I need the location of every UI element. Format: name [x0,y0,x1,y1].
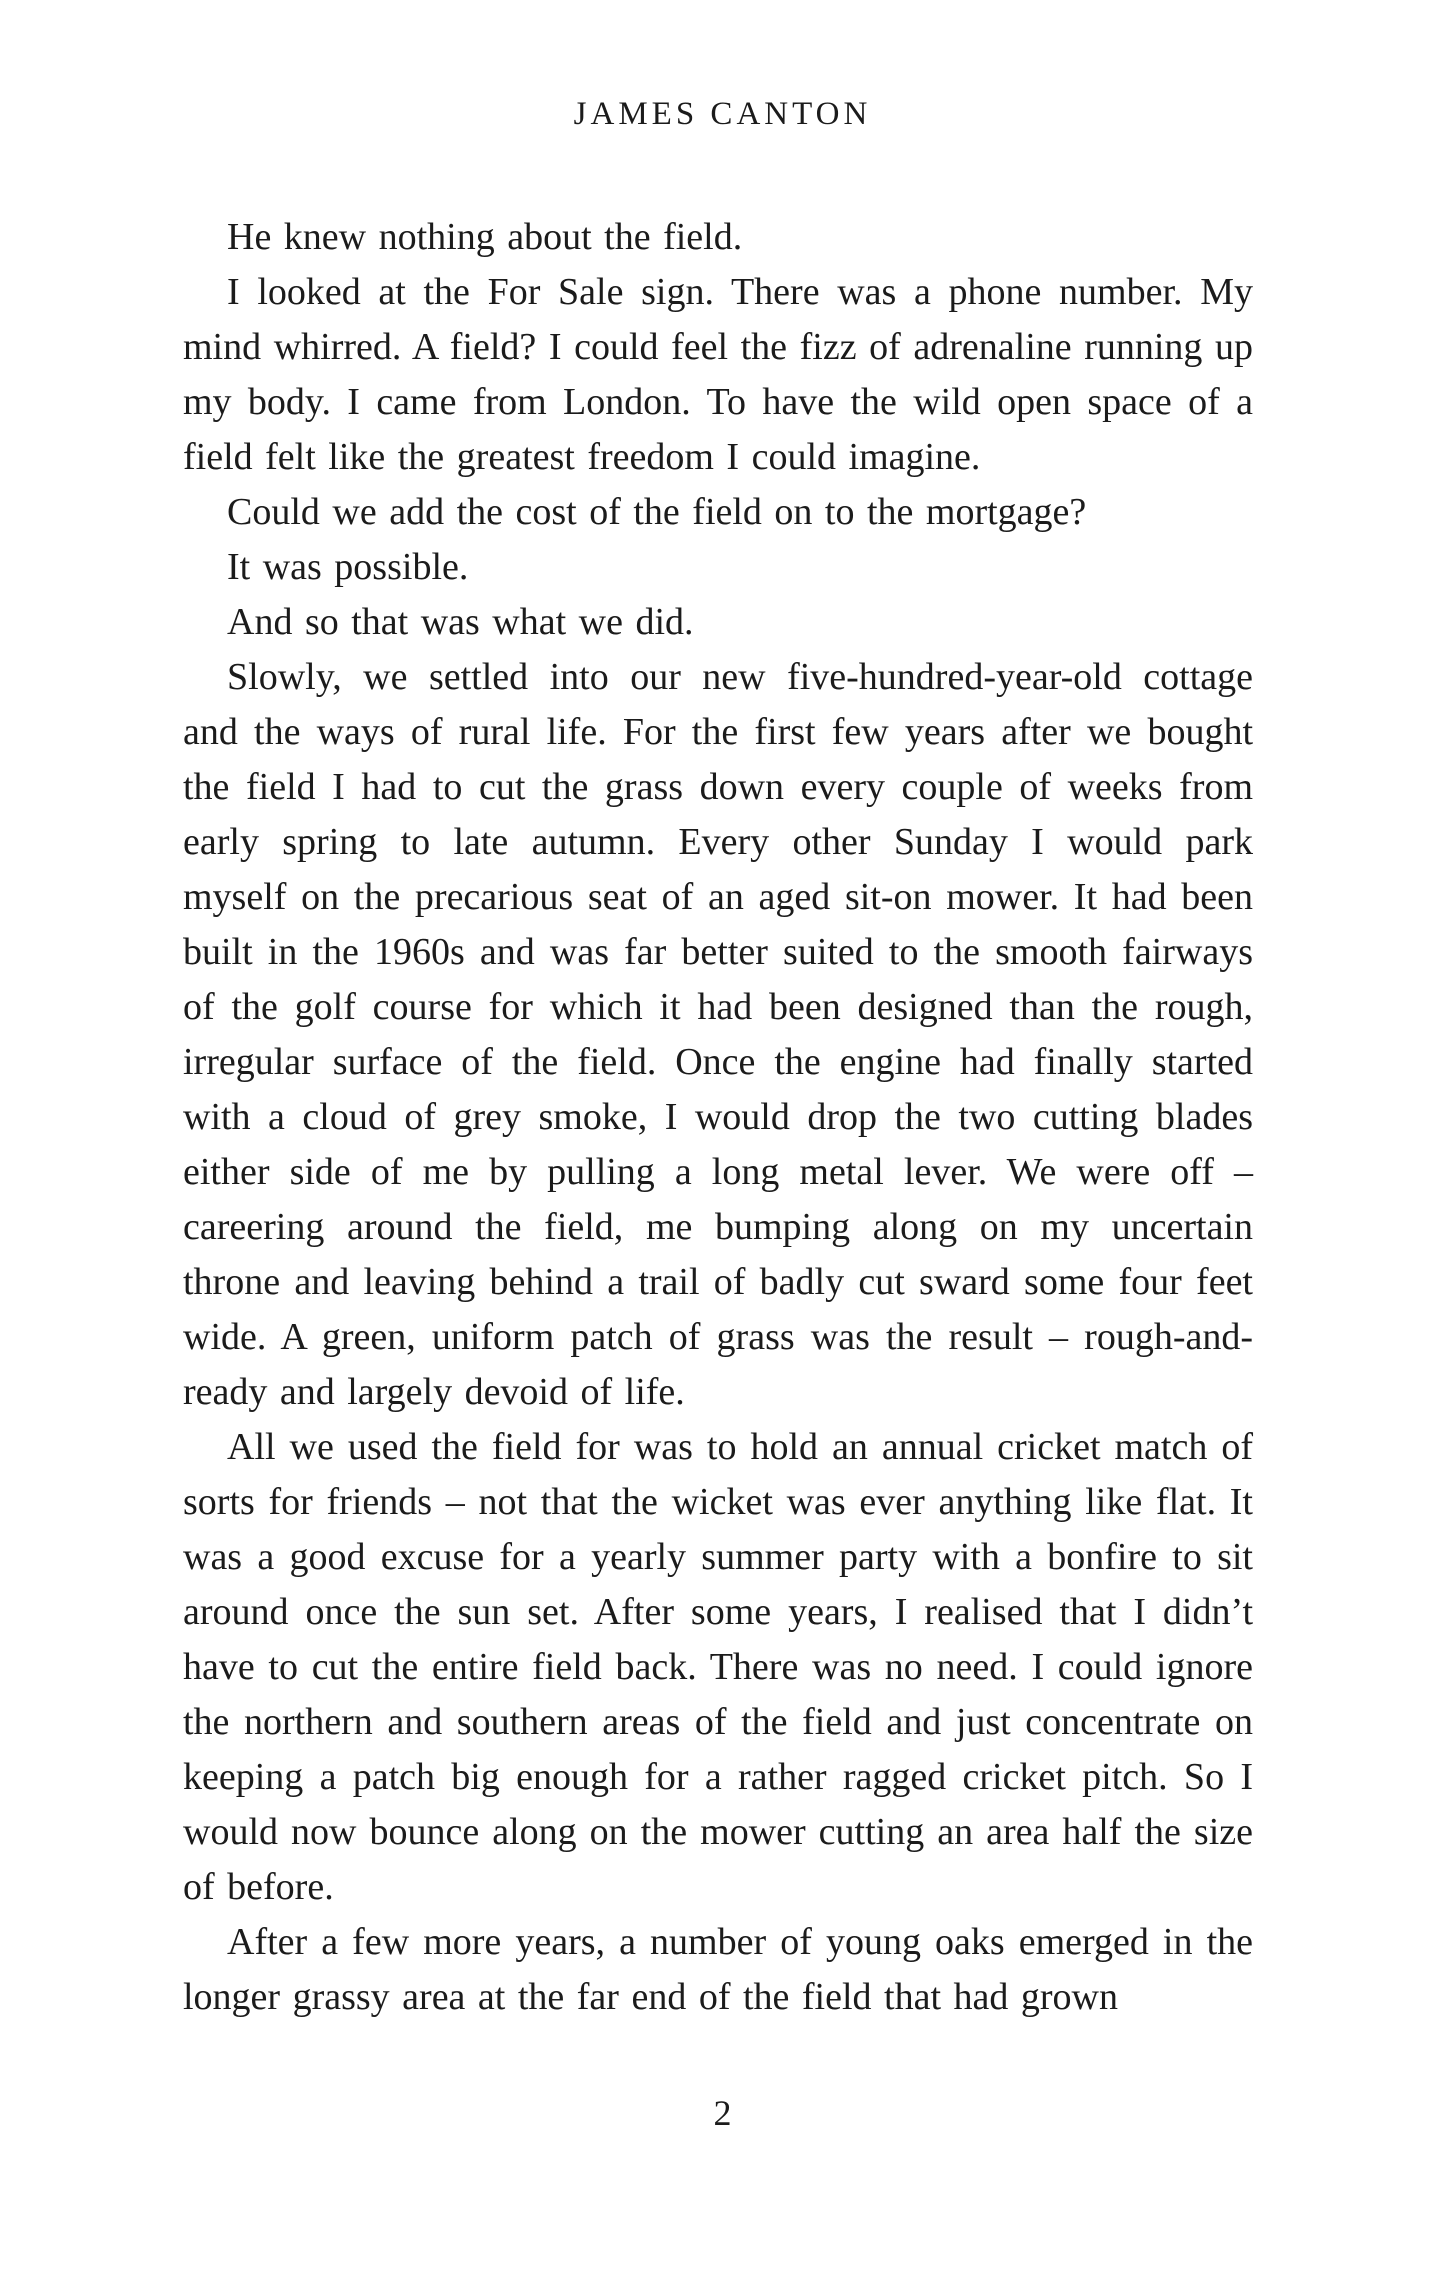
page-body [183,210,1253,2025]
paragraph: Could we add the cost of the field on to the mortgage? [227,491,1087,533]
paragraph: I looked at the For Sale sign. There was a phone number. My mind whirred. A field? I could feel the fizz of adrenaline running up my body. I came from London. To have the wild open space of a field felt like the greatest freedom I could imagine. [183,271,1253,478]
page-number: 2 [713,2093,732,2133]
paragraph: After a few more years, a number of young oaks emerged in the longer grassy area at the far end of the field that had grown [183,1921,1253,2018]
paragraph: He knew nothing about the field. [227,216,743,258]
paragraph: All we used the field for was to hold an annual cricket match of sorts for friends – not that the wicket was ever anything like flat. It was a good excuse for a yearly summer party with a bonfire to sit around once the sun set. After some years, I realised that I didn’t have to cut the entire field back. There was no need. I could ignore the northern and southern areas of the field and just concentrate on keeping a patch big enough for a rather ragged cricket pitch. So I would now bounce along on the mower cutting an area half the size of before. [183,1426,1253,1908]
paragraph: Slowly, we settled into our new five-hundred-year-old cottage and the ways of rural life. For the first few years after we bought the field I had to cut the grass down every couple of weeks from early spring to late autumn. Every other Sunday I would park myself on the precarious seat of an aged sit-on mower. It had been built in the 1960s and was far better suited to the smooth fairways of the golf course for which it had been designed than the rough, irregular surface of the field. Once the engine had finally started with a cloud of grey smoke, I would drop the two cutting blades either side of me by pulling a long metal lever. We were off – careering around the field, me bumping along on my uncertain throne and leaving behind a trail of badly cut sward some four feet wide. A green, uniform patch of grass was the result – rough-and-ready and largely devoid of life. [183,656,1253,1413]
paragraph: It was possible. [227,546,469,588]
running-header: JAMES CANTON [573,96,872,132]
paragraph: And so that was what we did. [227,601,694,643]
